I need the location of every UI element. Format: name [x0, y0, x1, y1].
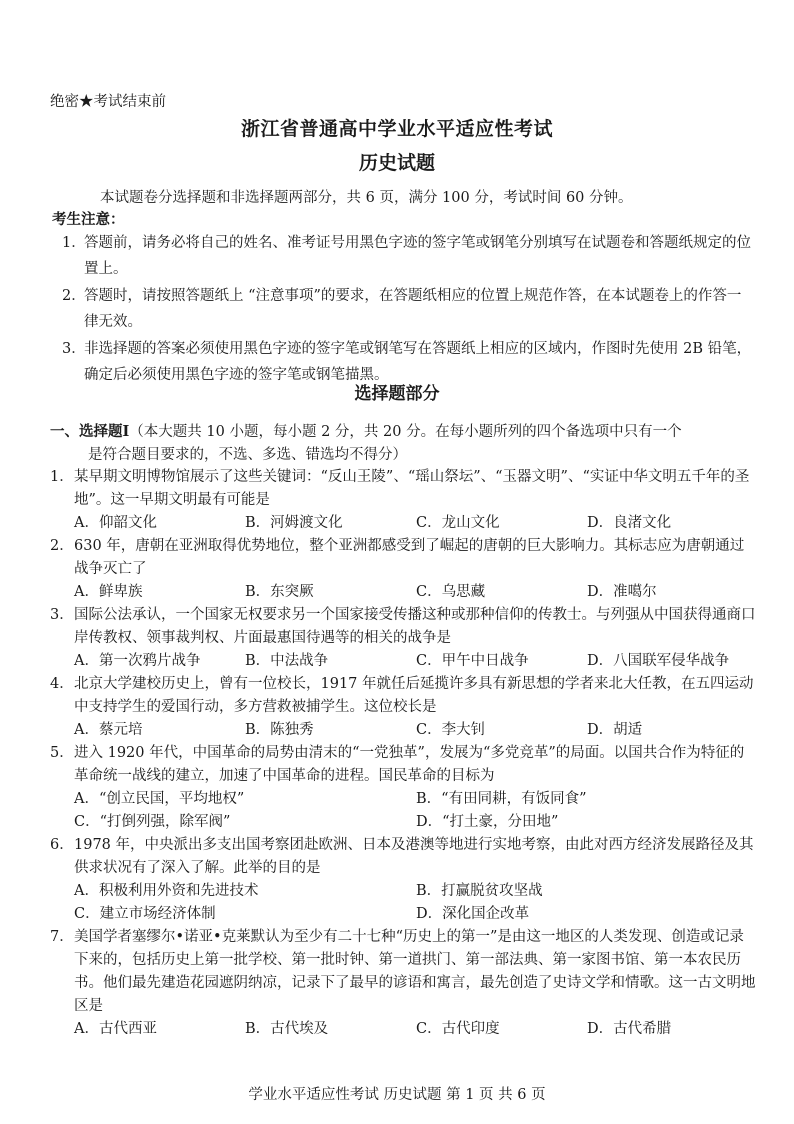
question-stem: 进入 1920 年代，中国革命的局势由清末的“一党独革”，发展为“多党竞革”的局面。以国共合作为特征的革命统一战线的建立，加速了中国革命的进程。国民革命的目标为	[74, 745, 745, 784]
option: A．仰韶文化	[74, 515, 157, 531]
option: B．河姆渡文化	[245, 515, 343, 531]
option: B．东突厥	[245, 584, 314, 600]
option: D．古代希腊	[587, 1021, 672, 1037]
option: B．中法战争	[245, 653, 329, 669]
notes-heading: 考生注意：	[52, 211, 125, 228]
part-desc-line1: （本大题共 10 小题，每小题 2 分，共 20 分。在每小题所列的四个备选项中只有一个	[129, 424, 682, 440]
note-text: 非选择题的答案必须使用黑色字迹的签字笔或钢笔写在答题纸上相应的区域内，作图时先使用 2B 铅笔，确定后必须使用黑色字迹的签字笔或钢笔描黑。	[84, 341, 752, 383]
notes-list	[62, 231, 752, 390]
option: D．“打土豪，分田地”	[416, 814, 559, 830]
question-number: 3．	[50, 607, 74, 623]
question-number: 1．	[50, 469, 74, 485]
question-item	[50, 742, 758, 834]
question-item	[50, 604, 758, 673]
option: A．鲜卑族	[74, 584, 143, 600]
question-item	[50, 535, 758, 604]
option-row	[50, 512, 758, 535]
part-desc-line2: 是符合题目要求的，不选、多选、错选均不得分）	[88, 447, 407, 463]
option-row	[50, 719, 758, 742]
option: B．陈独秀	[245, 722, 314, 738]
question-item	[50, 926, 758, 1041]
option: B．打赢脱贫攻坚战	[416, 883, 543, 899]
note-text: 答题前，请务必将自己的姓名、准考证号用黑色字迹的签字笔或钢笔分别填写在试题卷和答题纸规定的位置上。	[84, 235, 751, 277]
question-number: 4．	[50, 676, 74, 692]
subject-title: 历史试题	[358, 152, 435, 174]
option: D．良渚文化	[587, 515, 672, 531]
option: C．李大钊	[416, 722, 486, 738]
question-item	[50, 834, 758, 926]
question-stem: 630 年，唐朝在亚洲取得优势地位，整个亚洲都感受到了崛起的唐朝的巨大影响力。其标志应为唐朝通过战争灭亡了	[74, 538, 745, 577]
question-stem: 1978 年，中央派出多支出国考察团赴欧洲、日本及港澳等地进行实地考察，由此对西方经济发展路径及其供求状况有了深入了解。此举的目的是	[74, 837, 754, 876]
note-number: 3．	[62, 341, 86, 357]
option: C．甲午中日战争	[416, 653, 529, 669]
option: C．龙山文化	[416, 515, 500, 531]
option: D．准噶尔	[587, 584, 657, 600]
option: C．古代印度	[416, 1021, 500, 1037]
question-stem: 某早期文明博物馆展示了这些关键词：“反山王陵”、“瑶山祭坛”、“玉器文明”、“实证中华文明五千年的圣地”。这一早期文明最有可能是	[74, 469, 750, 508]
option: C．“打倒列强，除军阀”	[74, 814, 231, 830]
question-number: 6．	[50, 837, 74, 853]
option: D．深化国企改革	[416, 906, 530, 922]
question-stem: 国际公法承认，一个国家无权要求另一个国家接受传播这种或那种信仰的传教士。与列强从中国获得通商口岸传教权、领事裁判权、片面最惠国待遇等的相关的战争是	[74, 607, 756, 646]
section-heading: 选择题部分	[354, 384, 440, 404]
option: A．蔡元培	[74, 722, 143, 738]
option: A．积极利用外资和先进技术	[74, 883, 259, 899]
page-footer: 学业水平适应性考试 历史试题 第 1 页 共 6 页	[248, 1087, 546, 1103]
option: B．“有田同耕，有饭同食”	[416, 791, 587, 807]
question-list	[50, 466, 758, 1041]
question-item	[50, 673, 758, 742]
option-row	[50, 650, 758, 673]
part-label: 一、选择题Ⅰ	[50, 423, 130, 440]
note-text: 答题时，请按照答题纸上 “注意事项”的要求，在答题纸相应的位置上规范作答，在本试题卷上的作答一律无效。	[84, 288, 742, 330]
note-number: 2．	[62, 288, 86, 304]
option: A．古代西亚	[74, 1021, 157, 1037]
option-row	[50, 880, 758, 926]
option-row	[50, 581, 758, 604]
option-row	[50, 788, 758, 834]
note-item	[62, 284, 752, 335]
option: A．第一次鸦片战争	[74, 653, 201, 669]
note-item	[62, 231, 752, 282]
question-number: 2．	[50, 538, 74, 554]
option: D．胡适	[587, 722, 643, 738]
question-stem: 美国学者塞缪尔•诺亚•克莱默认为至少有二十七种“历史上的第一”是由这一地区的人类发现、创造或记录下来的，包括历史上第一批学校、第一批时钟、第一道拱门、第一部法典、第一家图书馆、第一本农民历书。他们最先建造花园遮阴纳凉，记录下了最早的谚语和寓言，最先创造了史诗文学和情歌。这一古文明地区是	[74, 929, 756, 1014]
option: A．“创立民国，平均地权”	[74, 791, 245, 807]
option: B．古代埃及	[245, 1021, 329, 1037]
option: D．八国联军侵华战争	[587, 653, 730, 669]
question-number: 7．	[50, 929, 74, 945]
exam-title: 浙江省普通高中学业水平适应性考试	[240, 118, 553, 140]
question-stem: 北京大学建校历史上，曾有一位校长，1917 年就任后延揽许多具有新思想的学者来北大任教，在五四运动中支持学生的爱国行动，多方营救被捕学生。这位校长是	[74, 676, 754, 715]
question-number: 5．	[50, 745, 74, 761]
question-item	[50, 466, 758, 535]
option: C．乌思藏	[416, 584, 486, 600]
option: C．建立市场经济体制	[74, 906, 216, 922]
part-instructions	[50, 420, 750, 467]
confidential-mark: 绝密★考试结束前	[50, 94, 166, 110]
exam-intro: 本试题卷分选择题和非选择题两部分，共 6 页，满分 100 分，考试时间 60 分钟。	[100, 190, 633, 206]
note-number: 1．	[62, 235, 86, 251]
option-row	[50, 1018, 758, 1041]
